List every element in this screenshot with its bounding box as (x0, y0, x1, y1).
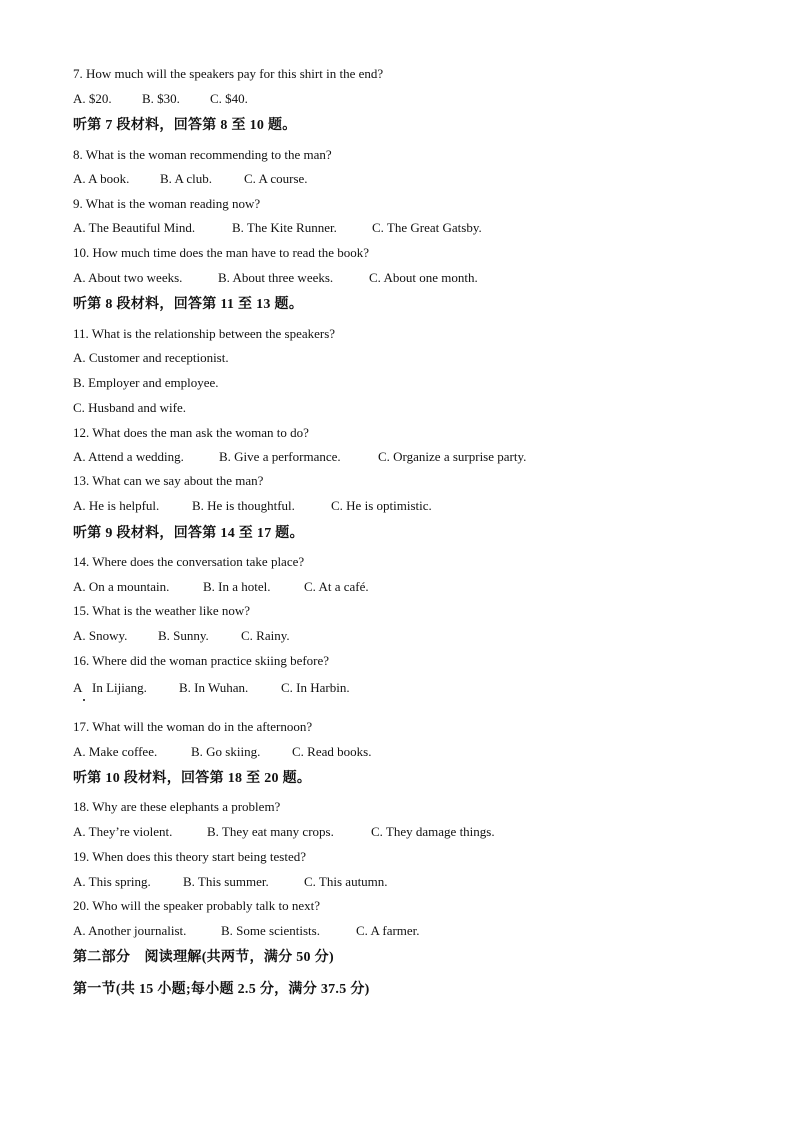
question-20-option-a: A. Another journalist. (73, 923, 187, 938)
question-15-text: 15. What is the weather like now? (73, 603, 251, 618)
stray-dot-mark (83, 699, 85, 701)
question-7-option-c: C. $40. (210, 91, 248, 106)
question-16-option-a-letter: A (73, 680, 83, 695)
question-7-option-b: B. $30. (142, 91, 180, 106)
question-11-option-c: C. Husband and wife. (73, 400, 187, 415)
question-10-text: 10. How much time does the man have to read the book? (73, 245, 370, 260)
question-7-text: 7. How much will the speakers pay for this shirt in the end? (73, 66, 384, 81)
question-16-option-c: C. In Harbin. (281, 680, 350, 695)
question-18-option-b: B. They eat many crops. (207, 824, 334, 839)
question-11-option-a: A. Customer and receptionist. (73, 350, 229, 365)
question-20-text: 20. Who will the speaker probably talk to next? (73, 898, 321, 913)
question-16-text: 16. Where did the woman practice skiing before? (73, 653, 330, 668)
question-19-option-a: A. This spring. (73, 874, 151, 889)
question-13-option-a: A. He is helpful. (73, 498, 160, 513)
question-16-option-b: B. In Wuhan. (179, 680, 249, 695)
part-two-heading: 第二部分 阅读理解(共两节，满分 50 分) (73, 950, 334, 965)
question-14-option-b: B. In a hotel. (203, 579, 271, 594)
question-8-text: 8. What is the woman recommending to the man? (73, 147, 332, 162)
section-header-10: 听第 10 段材料，回答第 18 至 20 题。 (73, 771, 312, 786)
section-one-heading: 第一节(共 15 小题;每小题 2.5 分，满分 37.5 分) (73, 982, 370, 997)
question-9-option-a: A. The Beautiful Mind. (73, 220, 196, 235)
question-12-option-b: B. Give a performance. (219, 449, 341, 464)
question-20-option-c: C. A farmer. (356, 923, 420, 938)
question-19-option-c: C. This autumn. (304, 874, 388, 889)
question-12-option-c: C. Organize a surprise party. (378, 449, 527, 464)
question-15-option-c: C. Rainy. (241, 628, 290, 643)
question-8-option-a: A. A book. (73, 171, 130, 186)
question-17-option-a: A. Make coffee. (73, 744, 158, 759)
question-14-option-c: C. At a café. (304, 579, 369, 594)
question-9-text: 9. What is the woman reading now? (73, 196, 261, 211)
question-11-text: 11. What is the relationship between the speakers? (73, 326, 336, 341)
question-18-option-a: A. They’re violent. (73, 824, 173, 839)
question-17-text: 17. What will the woman do in the afternoon? (73, 719, 313, 734)
question-17-option-b: B. Go skiing. (191, 744, 261, 759)
question-11-option-b: B. Employer and employee. (73, 375, 219, 390)
question-9-option-c: C. The Great Gatsby. (372, 220, 482, 235)
question-20-option-b: B. Some scientists. (221, 923, 320, 938)
question-17-option-c: C. Read books. (292, 744, 372, 759)
question-8-option-c: C. A course. (244, 171, 308, 186)
question-13-option-c: C. He is optimistic. (331, 498, 432, 513)
question-15-option-a: A. Snowy. (73, 628, 128, 643)
question-19-text: 19. When does this theory start being tested? (73, 849, 306, 864)
section-header-7: 听第 7 段材料，回答第 8 至 10 题。 (73, 118, 297, 133)
question-18-text: 18. Why are these elephants a problem? (73, 799, 281, 814)
question-7-option-a: A. $20. (73, 91, 112, 106)
question-13-text: 13. What can we say about the man? (73, 473, 264, 488)
question-9-option-b: B. The Kite Runner. (232, 220, 337, 235)
question-16-option-a: In Lijiang. (92, 680, 147, 695)
question-19-option-b: B. This summer. (183, 874, 269, 889)
section-header-8: 听第 8 段材料，回答第 11 至 13 题。 (73, 297, 304, 312)
question-10-option-c: C. About one month. (369, 270, 478, 285)
question-13-option-b: B. He is thoughtful. (192, 498, 295, 513)
question-12-text: 12. What does the man ask the woman to do? (73, 425, 309, 440)
question-18-option-c: C. They damage things. (371, 824, 495, 839)
question-12-option-a: A. Attend a wedding. (73, 449, 184, 464)
question-10-option-a: A. About two weeks. (73, 270, 183, 285)
question-14-text: 14. Where does the conversation take place? (73, 554, 305, 569)
section-header-9: 听第 9 段材料，回答第 14 至 17 题。 (73, 526, 304, 541)
question-15-option-b: B. Sunny. (158, 628, 209, 643)
question-10-option-b: B. About three weeks. (218, 270, 334, 285)
question-8-option-b: B. A club. (160, 171, 213, 186)
question-14-option-a: A. On a mountain. (73, 579, 170, 594)
